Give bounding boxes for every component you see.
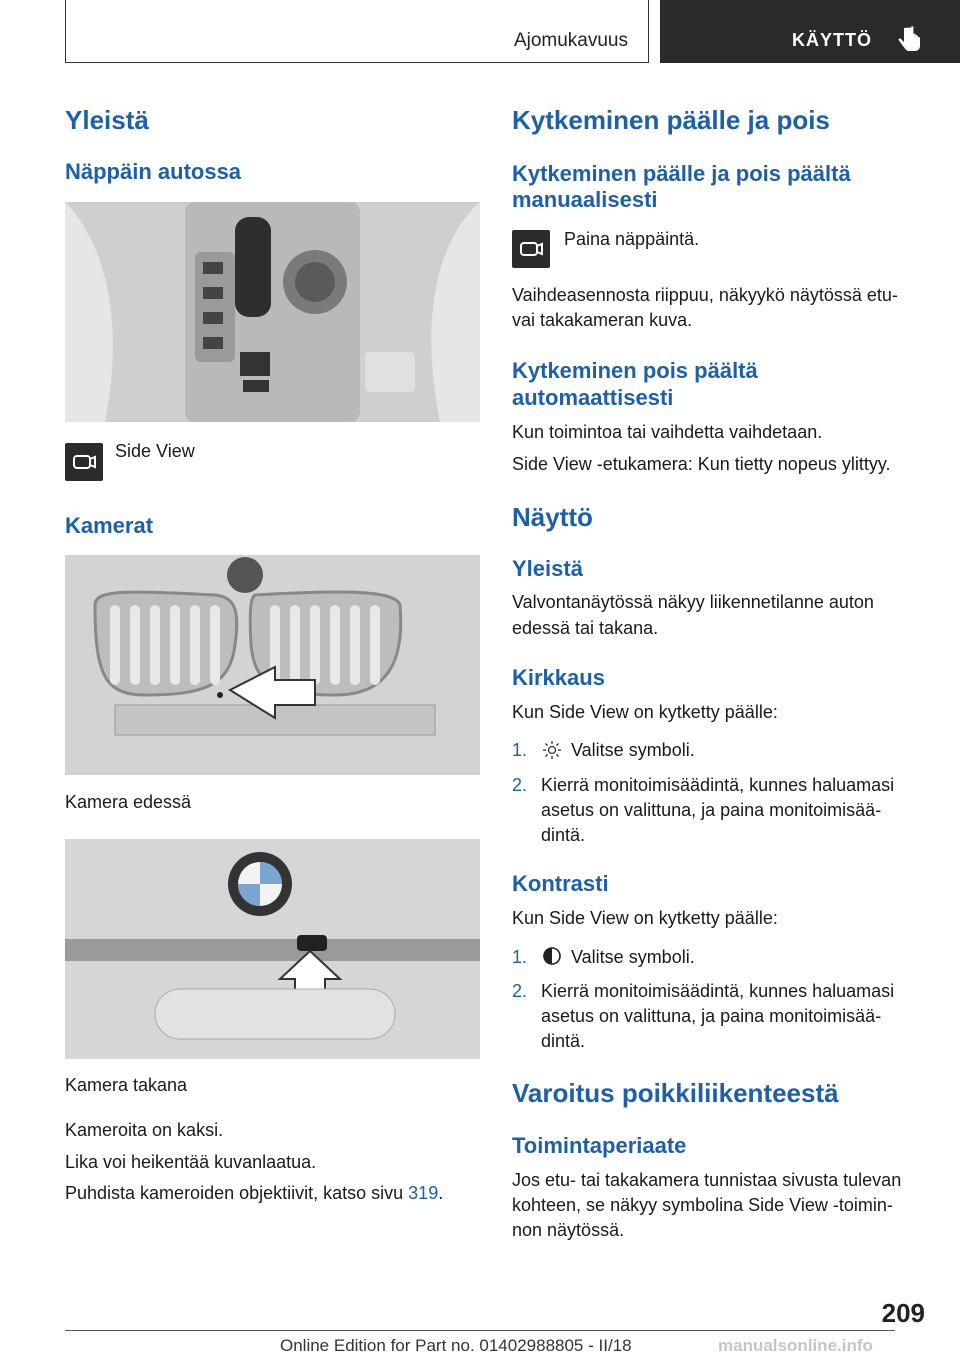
- heading-toimintaperiaate: Toimintaperiaate: [512, 1133, 687, 1158]
- kirkkaus-item-2-line1: Kierrä monitoimisäädintä, kunnes haluamasi: [541, 775, 895, 795]
- kirkkaus-item-2-num: 2.: [512, 775, 528, 795]
- text-gear-line2: vai takakameran kuva.: [512, 310, 693, 330]
- brightness-icon: [542, 740, 562, 760]
- image-front-camera: [65, 555, 480, 775]
- text-auto-2: Side View -etukamera: Kun tietty nopeus ylittyy.: [512, 454, 891, 474]
- kirkkaus-item-1-text: Valitse symboli.: [571, 740, 695, 760]
- text-press-button: Paina näppäintä.: [564, 229, 700, 249]
- kirkkaus-item-2-line2: asetus on valittuna, ja paina monitoimisää-: [541, 800, 882, 820]
- heading-kirkkaus: Kirkkaus: [512, 665, 605, 690]
- side-view-button-icon: [65, 443, 103, 481]
- text-gear-line1: Vaihdeasennosta riippuu, näkyykö näytössä etu-: [512, 285, 898, 305]
- side-view-button-icon-2: [512, 230, 550, 268]
- hand-pointer-icon: [896, 26, 924, 54]
- text-kirkkaus-intro: Kun Side View on kytketty päälle:: [512, 702, 778, 722]
- text-clean-lenses: Puhdista kameroiden objektiivit, katso sivu 319.: [65, 1183, 444, 1203]
- heading-kontrasti: Kontrasti: [512, 871, 609, 896]
- heading-kamerat: Kamerat: [65, 513, 154, 538]
- heading-kytkeminen: Kytkeminen päälle ja pois: [512, 105, 830, 135]
- heading-auto-line1: Kytkeminen pois päältä: [512, 358, 758, 383]
- text-dirt-warning: Lika voi heikentää kuvanlaatua.: [65, 1152, 317, 1172]
- text-display-line1: Valvontanäytössä näkyy liikennetilanne auton: [512, 592, 874, 612]
- footer-edition: Online Edition for Part no. 01402988805 - II/18: [280, 1336, 632, 1355]
- contrast-icon: [542, 946, 562, 966]
- page-link-319[interactable]: 319: [408, 1183, 439, 1203]
- heading-yleista-right: Yleistä: [512, 556, 583, 581]
- heading-varoitus: Varoitus poikkiliikenteestä: [512, 1078, 839, 1108]
- text-principle-line3: non näytössä.: [512, 1220, 625, 1240]
- footer-rule: [65, 1330, 895, 1331]
- kontrasti-item-2-line3: dintä.: [541, 1031, 586, 1051]
- image-center-console: [65, 202, 480, 422]
- heading-auto-line2: automaattisesti: [512, 385, 674, 410]
- kirkkaus-item-1-num: 1.: [512, 740, 528, 760]
- page-number: 209: [881, 1298, 925, 1328]
- text-principle-line1: Jos etu- tai takakamera tunnistaa sivusta tulevan: [512, 1170, 902, 1190]
- caption-front-camera: Kamera edessä: [65, 792, 192, 812]
- text-two-cameras: Kameroita on kaksi.: [65, 1120, 224, 1140]
- text-kontrasti-intro: Kun Side View on kytketty päälle:: [512, 908, 778, 928]
- heading-yleista: Yleistä: [65, 105, 149, 135]
- header-chapter-label: KÄYTTÖ: [792, 30, 872, 50]
- caption-rear-camera: Kamera takana: [65, 1075, 188, 1095]
- heading-manual-line2: manuaalisesti: [512, 187, 658, 212]
- heading-naytto: Näyttö: [512, 502, 593, 532]
- kontrasti-item-2-line1: Kierrä monitoimisäädintä, kunnes haluamasi: [541, 981, 895, 1001]
- text-principle-line2: kohteen, se näkyy symbolina Side View -toimin-: [512, 1195, 893, 1215]
- header-section-title: Ajomukavuus: [513, 30, 628, 51]
- header-section-box: [65, 0, 649, 63]
- kontrasti-item-1-num: 1.: [512, 947, 528, 967]
- header-chapter-tab[interactable]: [660, 0, 960, 63]
- side-view-label: Side View: [115, 441, 195, 461]
- heading-nappain-autossa: Näppäin autossa: [65, 159, 242, 184]
- footer-watermark: manualsonline.info: [718, 1336, 873, 1355]
- kontrasti-item-2-line2: asetus on valittuna, ja paina monitoimisää-: [541, 1006, 882, 1026]
- text-auto-1: Kun toimintoa tai vaihdetta vaihdetaan.: [512, 422, 823, 442]
- heading-manual-line1: Kytkeminen päälle ja pois päältä: [512, 161, 851, 186]
- kontrasti-item-2-num: 2.: [512, 981, 528, 1001]
- text-display-line2: edessä tai takana.: [512, 618, 659, 638]
- kontrasti-item-1-text: Valitse symboli.: [571, 947, 695, 967]
- kirkkaus-item-2-line3: dintä.: [541, 825, 586, 845]
- image-rear-camera: [65, 839, 480, 1059]
